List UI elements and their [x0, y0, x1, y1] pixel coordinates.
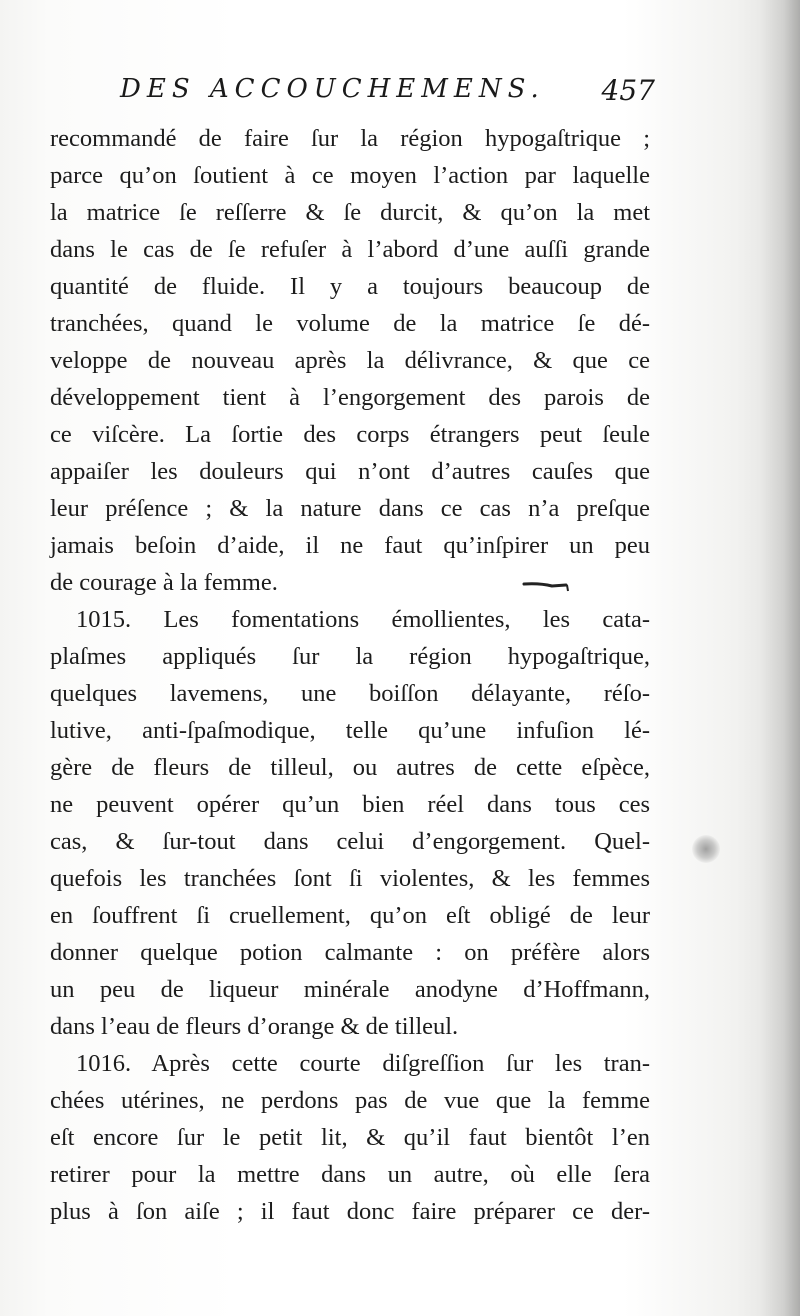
ink-smudge [692, 835, 720, 863]
text-line: plus à ſon aiſe ; il faut donc faire préparer ce der- [50, 1198, 650, 1225]
running-title: DES ACCOUCHEMENS. [120, 74, 545, 104]
text-line: appaiſer les douleurs qui n’ont d’autres cauſes que [50, 458, 650, 485]
section-1016-start: 1016. Après cette courte diſgreſſion ſur les tran- [76, 1050, 650, 1077]
text-line: un peu de liqueur minérale anodyne d’Hoffmann, [50, 976, 650, 1003]
text-line: chées utérines, ne perdons pas de vue que la femme [50, 1087, 650, 1114]
paragraph-end-line: dans l’eau de fleurs d’orange & de tilleul. [50, 1013, 459, 1040]
text-line: en ſouffrent ſi cruellement, qu’on eſt obligé de leur [50, 902, 650, 929]
text-line: retirer pour la mettre dans un autre, où elle ſera [50, 1161, 650, 1188]
text-line: quefois les tranchées ſont ſi violentes, & les femmes [50, 865, 650, 892]
text-line: recommandé de faire ſur la région hypogaſtrique ; [50, 125, 650, 152]
text-line: quantité de fluide. Il y a toujours beaucoup de [50, 273, 650, 300]
text-line: donner quelque potion calmante : on préfère alors [50, 939, 650, 966]
body-text [50, 120, 650, 1230]
text-line: quelques lavemens, une boiſſon délayante, réſo- [50, 680, 650, 707]
text-line: dans le cas de ſe refuſer à l’abord d’une auſſi grande [50, 236, 650, 263]
text-line: ce viſcère. La ſortie des corps étrangers peut ſeule [50, 421, 650, 448]
text-line: jamais beſoin d’aide, il ne faut qu’inſpirer un peu [50, 532, 650, 559]
text-line: gère de fleurs de tilleul, ou autres de cette eſpèce, [50, 754, 650, 781]
text-line: développement tient à l’engorgement des parois de [50, 384, 650, 411]
page-header [120, 74, 655, 114]
text-line: eſt encore ſur le petit lit, & qu’il faut bientôt l’en [50, 1124, 650, 1151]
page-number: 457 [601, 74, 655, 107]
text-line: la matrice ſe reſſerre & ſe durcit, & qu’on la met [50, 199, 650, 226]
ink-mark [522, 580, 570, 592]
text-line: lutive, anti-ſpaſmodique, telle qu’une infuſion lé- [50, 717, 650, 744]
text-line: cas, & ſur-tout dans celui d’engorgement. Quel- [50, 828, 650, 855]
text-line: leur préſence ; & la nature dans ce cas n’a preſque [50, 495, 650, 522]
text-line: ne peuvent opérer qu’un bien réel dans tous ces [50, 791, 650, 818]
text-line: plaſmes appliqués ſur la région hypogaſtrique, [50, 643, 650, 670]
text-line: tranchées, quand le volume de la matrice ſe dé- [50, 310, 650, 337]
paragraph-end-line: de courage à la femme. [50, 569, 278, 596]
text-line: veloppe de nouveau après la délivrance, & que ce [50, 347, 650, 374]
text-line: parce qu’on ſoutient à ce moyen l’action par laquelle [50, 162, 650, 189]
page-edge-shadow [760, 0, 800, 1316]
section-1015-start: 1015. Les fomentations émollientes, les cata- [76, 606, 650, 633]
